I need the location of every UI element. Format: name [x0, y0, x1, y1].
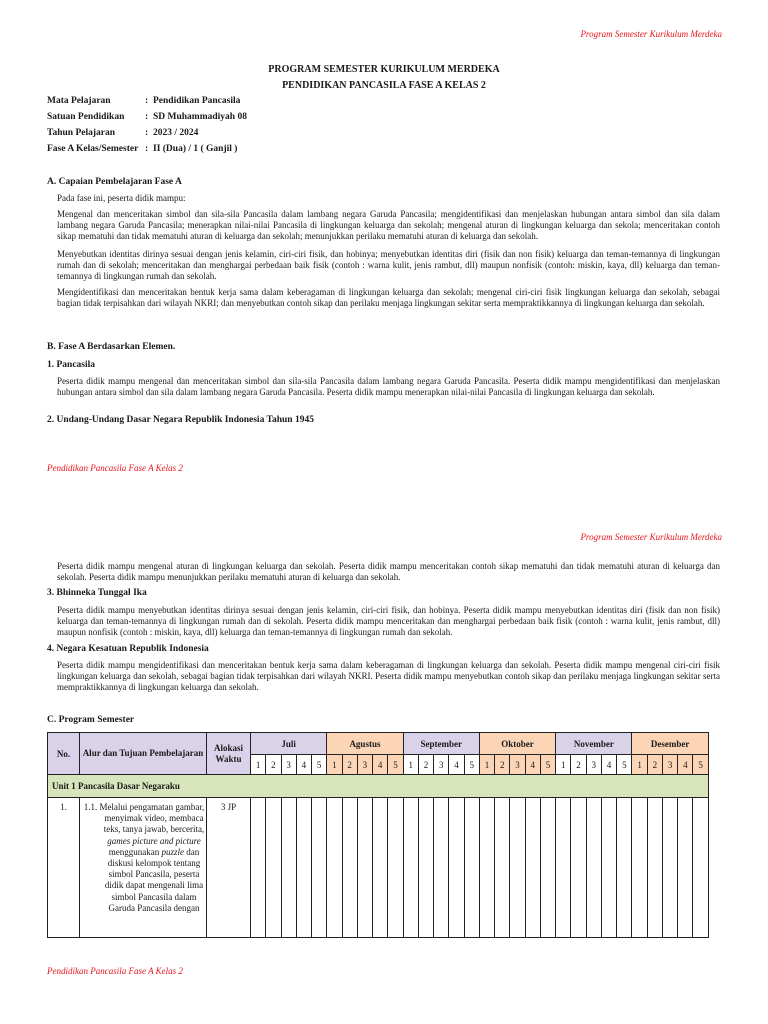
document-page-2	[0, 492, 768, 1024]
week-cell: 3	[434, 755, 449, 775]
element-text: Peserta didik mampu mengenal aturan di lingkungan keluarga dan sekolah. Peserta didik mampu menceritakan contoh sikap mematuhi dan tidak mematuhi aturan di keluarga dan sekolah. Peserta didik mampu menunjukkan perilaku mematuhi aturan di keluarga dan sekolah.	[57, 561, 720, 583]
meta-value: SD Muhammadiyah 08	[153, 112, 247, 122]
meta-label: Mata Pelajaran	[47, 96, 111, 106]
page-footer: Pendidikan Pancasila Fase A Kelas 2	[47, 463, 183, 473]
week-cell: 3	[281, 755, 296, 775]
week-cell: 1	[327, 755, 342, 775]
document-title: PROGRAM SEMESTER KURIKULUM MERDEKA	[268, 64, 500, 75]
week-cell: 2	[647, 755, 662, 775]
document-page-1	[0, 0, 768, 492]
section-c-heading: C. Program Semester	[47, 715, 135, 725]
document-subtitle: PENDIDIKAN PANCASILA FASE A KELAS 2	[282, 80, 486, 91]
week-cell: 5	[312, 755, 327, 775]
week-cell: 5	[388, 755, 403, 775]
section-a-intro: Pada fase ini, peserta didik mampu:	[57, 193, 186, 203]
week-cell: 5	[693, 755, 708, 775]
row-time-allocation: 3 JP	[207, 798, 251, 938]
section-a-paragraph: Menyebutkan identitas dirinya sesuai dengan jenis kelamin, ciri-ciri fisik, dan hobinya; menyebutkan identitas diri (fisik dan non fisik) keluarga dan teman-temannya di lingkungan rumah dan di sekolah; menceritakan dan menghargai perbedaan baik fisik (contoh : warna kulit, jenis rambut, dll) maupun nonfisik (contoh: miskin, kaya, dll) keluarga dan teman-temannya di lingkungan rumah dan sekolah.	[57, 249, 720, 282]
week-cell: 4	[296, 755, 311, 775]
week-cell: 5	[464, 755, 479, 775]
meta-label: Fase A Kelas/Semester	[47, 144, 139, 154]
week-cell: 2	[266, 755, 281, 775]
meta-row-year: Tahun Pelajaran : 2023 / 2024	[47, 128, 199, 138]
week-cell: 2	[571, 755, 586, 775]
week-cell: 2	[418, 755, 433, 775]
week-cell: 4	[678, 755, 693, 775]
section-a-paragraph: Mengidentifikasi dan menceritakan bentuk kerja sama dalam keberagaman di lingkungan keluarga dan sekolah; mengenal ciri-ciri fisik lingkungan keluarga dan sekolah, sebagai bagian tidak terpisahkan dari wilayah NKRI; dan menyebutkan contoh sikap dan perilaku menjaga lingkungan sekitar serta mempraktikkannya di lingkungan keluarga dan sekolah.	[57, 287, 720, 309]
week-cell: 3	[586, 755, 601, 775]
week-cell: 2	[495, 755, 510, 775]
meta-value: II (Dua) / 1 ( Ganjil )	[153, 144, 238, 154]
col-header-no: No.	[48, 733, 80, 775]
month-header-september: September	[403, 733, 479, 755]
table-row	[48, 798, 709, 938]
month-header-november: November	[556, 733, 632, 755]
week-cell: 3	[357, 755, 372, 775]
element-text: Peserta didik mampu menyebutkan identitas dirinya sesuai dengan jenis kelamin, ciri-ciri fisik, dan hobinya. Peserta didik mampu menyebutkan identitas diri (fisik dan non fisik) keluarga dan teman-temannya di lingkungan rumah dan di sekolah. Peserta didik mampu menceritakan dan menghargai perbedaan baik fisik (contoh : warna kulit, jenis rambut, dll) maupun nonfisik (contoh : miskin, kaya, dll) keluarga dan teman-temannya di lingkungan rumah dan sekolah.	[57, 605, 720, 638]
week-cell: 4	[525, 755, 540, 775]
month-header-desember: Desember	[632, 733, 708, 755]
week-cell: 3	[510, 755, 525, 775]
element-title: 3. Bhinneka Tunggal Ika	[47, 588, 147, 598]
week-cell: 5	[540, 755, 555, 775]
week-cell: 1	[556, 755, 571, 775]
page-header: Program Semester Kurikulum Merdeka	[580, 532, 722, 542]
element-text: Peserta didik mampu mengidentifikasi dan menceritakan bentuk kerja sama dalam keberagaman di lingkungan keluarga dan sekolah. Peserta didik mampu mengenal ciri-ciri fisik lingkungan keluarga dan sekolah, sebagai bagian tidak terpisahkan dari wilayah NKRI. Peserta didik mampu menyebutkan contoh sikap dan perilaku menjaga lingkungan sekitar serta mempraktikkannya di lingkungan keluarga dan sekolah.	[57, 660, 720, 693]
week-cell: 3	[662, 755, 677, 775]
meta-value: Pendidikan Pancasila	[153, 96, 241, 106]
week-cell: 4	[373, 755, 388, 775]
week-cell: 4	[449, 755, 464, 775]
week-cell: 1	[403, 755, 418, 775]
row-number: 1.	[48, 798, 80, 938]
section-a-heading: A. Capaian Pembelajaran Fase A	[47, 177, 182, 187]
week-cell: 1	[251, 755, 266, 775]
meta-row-school: Satuan Pendidikan : SD Muhammadiyah 08	[47, 112, 247, 122]
section-b-heading: B. Fase A Berdasarkan Elemen.	[47, 342, 176, 352]
row-learning-objective: 1.1. Melalui pengamatan gambar, menyimak video, membaca teks, tanya jawab, bercerita, games picture and picture menggunakan puzzle dan diskusi kelompok tentang simbol Pancasila, peserta didik dapat mengenali lima simbol Pancasila dalam Garuda Pancasila dengan	[80, 798, 207, 938]
meta-row-subject: Mata Pelajaran : Pendidikan Pancasila	[47, 96, 241, 106]
week-cell: 1	[632, 755, 647, 775]
meta-row-class: Fase A Kelas/Semester : II (Dua) / 1 ( Ganjil )	[47, 144, 238, 154]
col-header-alokasi: Alokasi Waktu	[207, 733, 251, 775]
unit-row: Unit 1 Pancasila Dasar Negaraku	[48, 775, 709, 798]
page-footer: Pendidikan Pancasila Fase A Kelas 2	[47, 966, 183, 976]
week-cell: 5	[617, 755, 632, 775]
element-text: Peserta didik mampu mengenal dan menceritakan simbol dan sila-sila Pancasila dalam lambang negara Garuda Pancasila. Peserta didik mampu mengidentifikasi dan menjelaskan hubungan antara simbol dan sila dalam lambang negara Garuda Pancasila. Peserta didik mampu menerapkan nilai-nilai Pancasila di lingkungan keluarga dan sekolah.	[57, 376, 720, 398]
program-semester-table	[47, 732, 709, 938]
month-header-juli: Juli	[251, 733, 327, 755]
week-cell: 1	[479, 755, 494, 775]
meta-label: Tahun Pelajaran	[47, 128, 116, 138]
element-title: 1. Pancasila	[47, 360, 96, 370]
element-title: 4. Negara Kesatuan Republik Indonesia	[47, 644, 209, 654]
month-header-oktober: Oktober	[479, 733, 555, 755]
week-cell: 2	[342, 755, 357, 775]
month-header-agustus: Agustus	[327, 733, 403, 755]
meta-value: 2023 / 2024	[153, 128, 199, 138]
element-title: 2. Undang-Undang Dasar Negara Republik Indonesia Tahun 1945	[47, 415, 314, 425]
week-cell: 4	[601, 755, 616, 775]
page-header: Program Semester Kurikulum Merdeka	[580, 29, 722, 39]
section-a-paragraph: Mengenal dan menceritakan simbol dan sila-sila Pancasila dalam lambang negara Garuda Pancasila; mengidentifikasi dan menjelaskan hubungan antara simbol dan sila dalam lambang negara Garuda Pancasila; menerapkan nilai-nilai Pancasila di lingkungan keluarga dan sekolah; mengenal aturan di lingkungan keluarga dan sekola; menceritakan contoh sikap mematuhi dan tidak mematuhi aturan di keluarga dan sekolah; menunjukkan perilaku mematuhi aturan di keluarga dan sekolah.	[57, 209, 720, 242]
meta-label: Satuan Pendidikan	[47, 112, 125, 122]
col-header-alur: Alur dan Tujuan Pembelajaran	[80, 733, 207, 775]
